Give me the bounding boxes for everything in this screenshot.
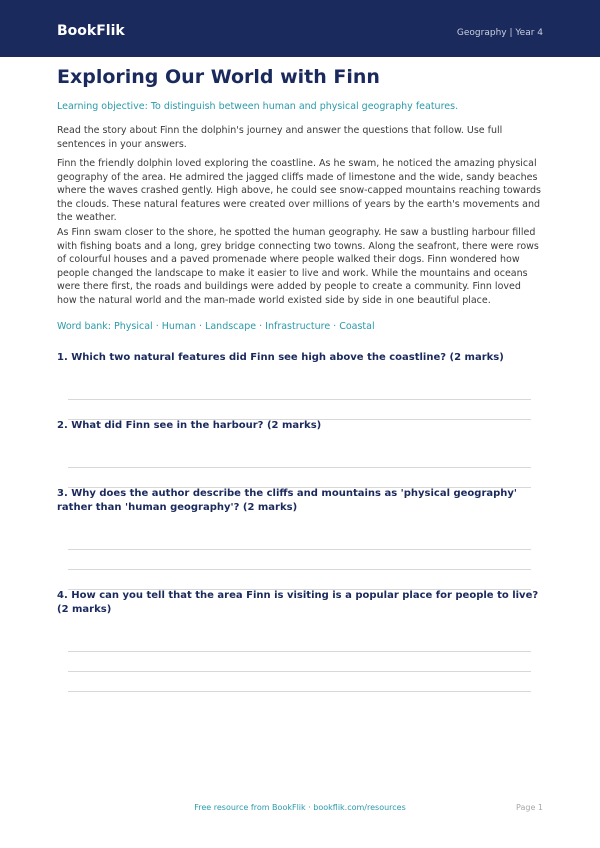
word-bank: Word bank: Physical · Human · Landscape · Infrastructure · Coastal <box>57 321 375 332</box>
answer-line[interactable] <box>68 569 531 570</box>
learning-objective: Learning objective: To distinguish between human and physical geography features. <box>57 101 459 112</box>
answer-line[interactable] <box>68 549 531 550</box>
subject-year-label: Geography | Year 4 <box>456 28 543 38</box>
question-4: 4. How can you tell that the area Finn is visiting is a popular place for people to live? (2 marks) <box>57 590 539 615</box>
answer-line[interactable] <box>68 399 531 400</box>
story-paragraph-2: As Finn swam closer to the shore, he spotted the human geography. He saw a bustling harbour filled with fishing boats and a long, grey bridge connecting two towns. Along the seafront, there were rows of colourful houses and a paved promenade where people walked their dogs. Finn wondered how people changed the landscape to make it easier to live and work. While the mountains and oceans were there first, the roads and buildings were added by people to create a community. Finn loved how the natural world and the man-made world existed side by side in one beautiful place. <box>57 227 539 306</box>
answer-line[interactable] <box>68 651 531 652</box>
answer-line[interactable] <box>68 467 531 468</box>
answer-line[interactable] <box>68 671 531 672</box>
question-2: 2. What did Finn see in the harbour? (2 marks) <box>57 420 322 431</box>
story-paragraph-1: Finn the friendly dolphin loved exploring the coastline. As he swam, he noticed the amazing physical geography of the area. He admired the jagged cliffs made of limestone and the wide, sandy beaches where the waves crashed gently. High above, he could see snow-capped mountains reaching towards the clouds. These natural features were created over millions of years by the earth's movements and the weather. <box>57 158 541 223</box>
footer-resource-link[interactable]: Free resource from BookFlik · bookflik.com/resources <box>194 803 406 812</box>
page-number: Page 1 <box>516 803 543 812</box>
page-header <box>0 0 600 57</box>
page-title: Exploring Our World with Finn <box>57 66 380 88</box>
answer-line[interactable] <box>68 691 531 692</box>
question-1: 1. Which two natural features did Finn see high above the coastline? (2 marks) <box>57 352 504 363</box>
question-3: 3. Why does the author describe the cliffs and mountains as 'physical geography' rather than 'human geography'? (2 marks) <box>57 488 517 513</box>
brand-logo-text: BookFlik <box>57 23 125 39</box>
instructions-text: Read the story about Finn the dolphin's journey and answer the questions that follow. Use full sentences in your answers. <box>57 125 503 150</box>
